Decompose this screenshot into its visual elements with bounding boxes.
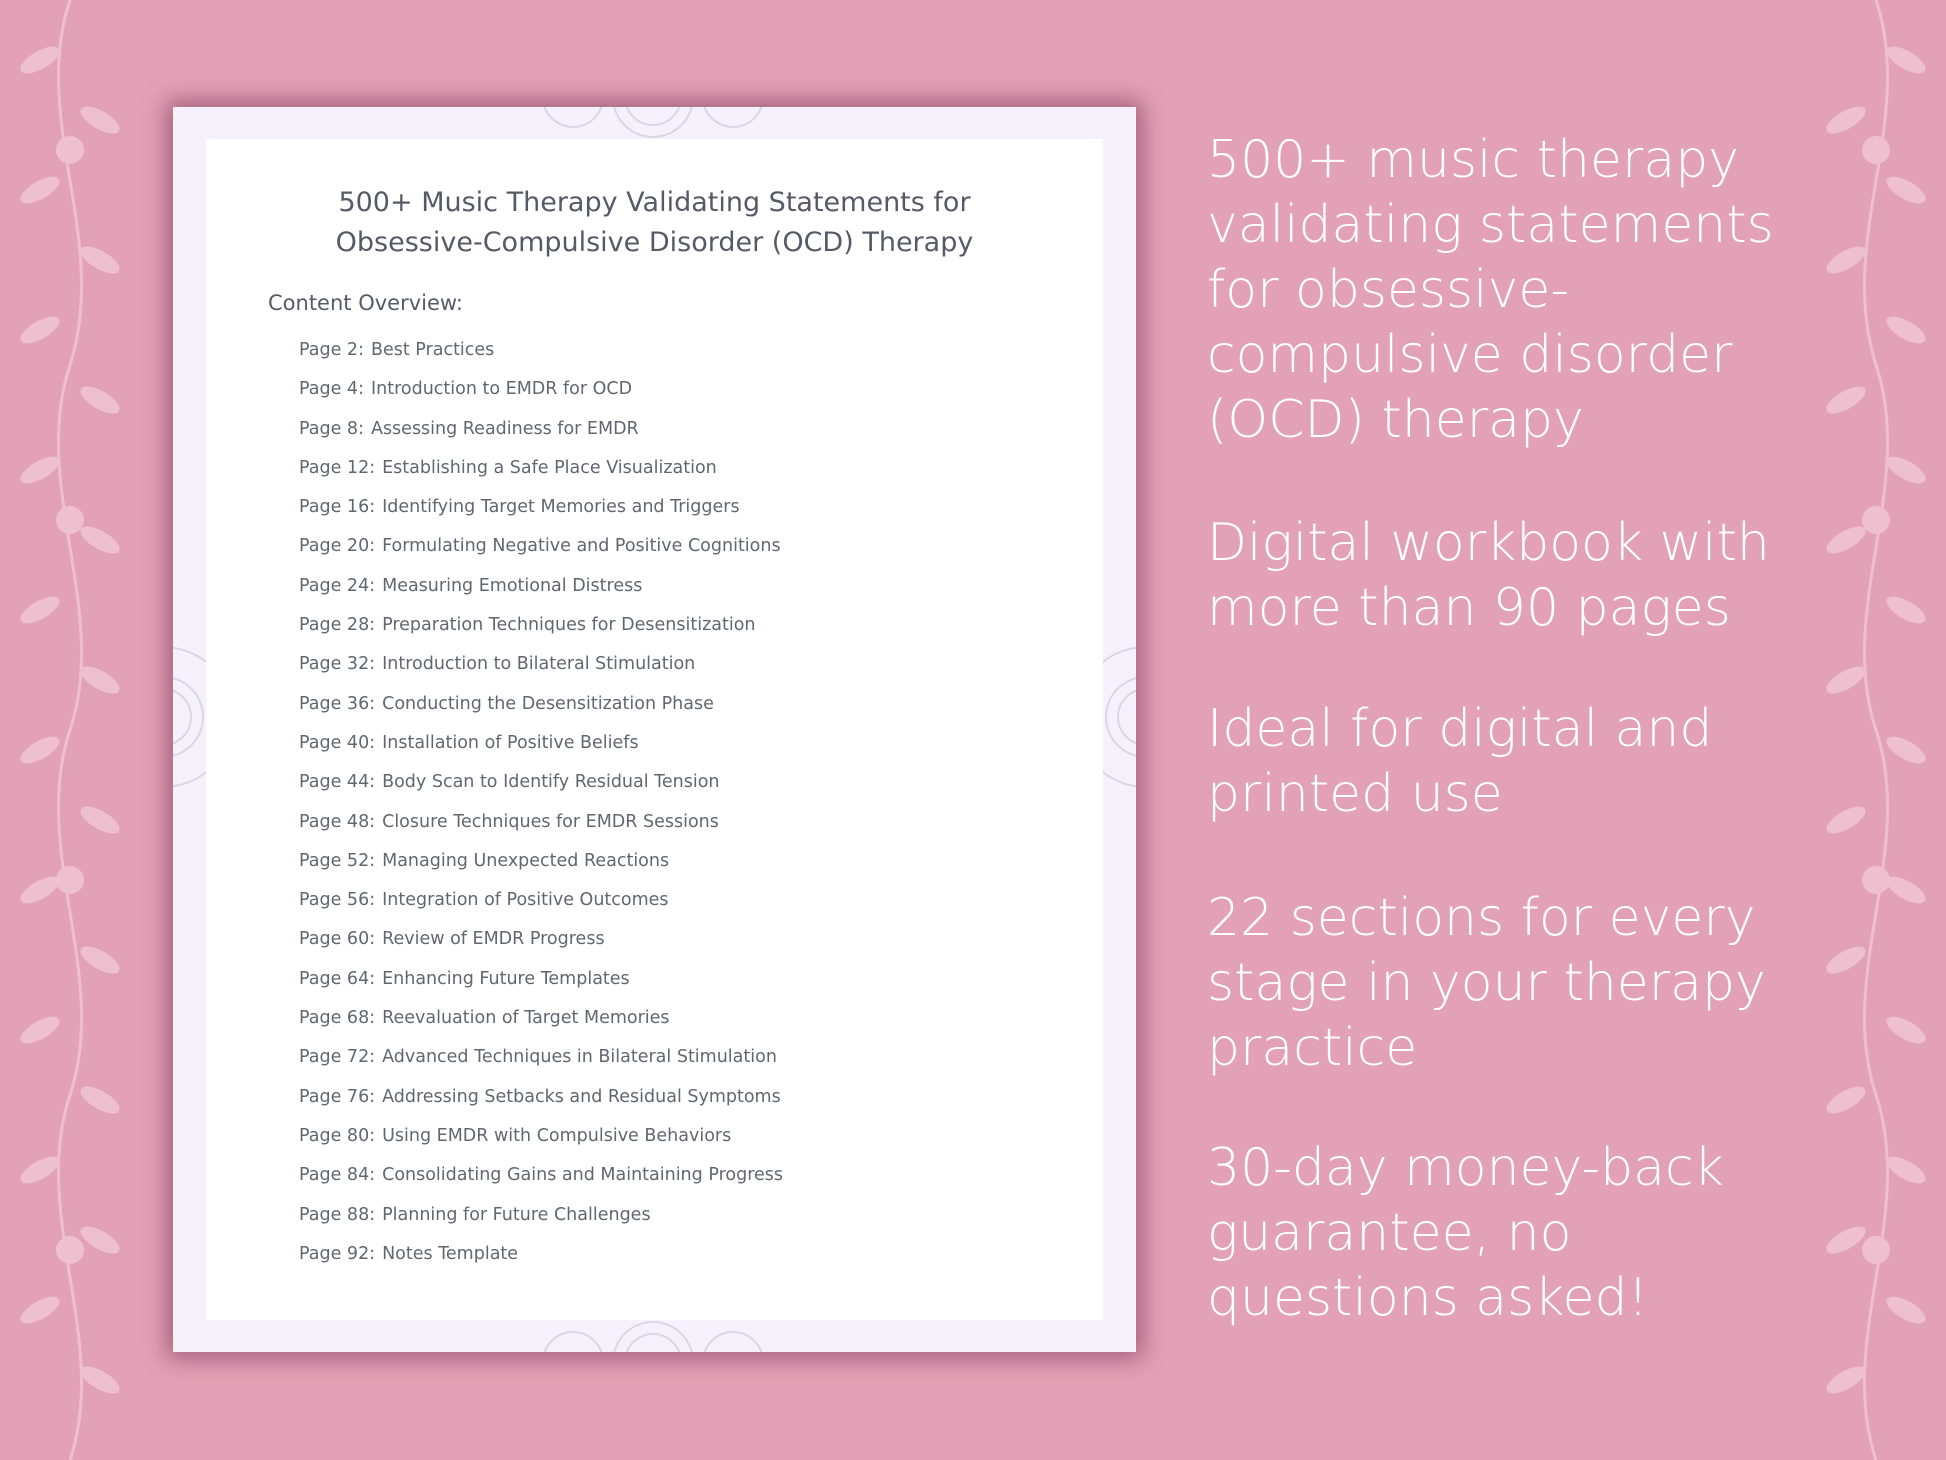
toc-item: Page 16: Identifying Target Memories and Triggers (299, 497, 740, 518)
floral-vine-left-icon (0, 0, 140, 1460)
toc-item: Page 44: Body Scan to Identify Residual Tension (299, 772, 720, 793)
mandala-bottom-icon (513, 1320, 793, 1352)
toc-item: Page 52: Managing Unexpected Reactions (299, 850, 670, 871)
toc-item: Page 32: Introduction to Bilateral Stimulation (299, 654, 696, 675)
toc-item: Page 60: Review of EMDR Progress (299, 929, 605, 950)
feature-digital-workbook: Digital workbook with more than 90 pages (1207, 513, 1770, 638)
document-page (206, 139, 1103, 1320)
toc-item: Page 36: Conducting the Desensitization Phase (299, 693, 714, 714)
toc-item: Page 80: Using EMDR with Compulsive Behaviors (299, 1125, 732, 1146)
toc-item: Page 88: Planning for Future Challenges (299, 1204, 651, 1225)
toc-item: Page 28: Preparation Techniques for Desensitization (299, 615, 756, 636)
document-title-line-2: Obsessive-Compulsive Disorder (OCD) Therapy (335, 227, 974, 258)
floral-vine-right-icon (1806, 0, 1946, 1460)
toc-item: Page 64: Enhancing Future Templates (299, 968, 630, 989)
mandala-left-icon (173, 607, 206, 827)
toc-item: Page 40: Installation of Positive Beliefs (299, 732, 639, 753)
mandala-top-icon (513, 107, 793, 139)
toc-item: Page 8: Assessing Readiness for EMDR (299, 418, 639, 439)
document-title (206, 183, 1103, 263)
toc-item: Page 24: Measuring Emotional Distress (299, 575, 643, 596)
toc-item: Page 76: Addressing Setbacks and Residual Symptoms (299, 1086, 781, 1107)
feature-sections: 22 sections for every stage in your therapy practice (1207, 888, 1766, 1078)
feature-guarantee: 30-day money-back guarantee, no questions asked! (1207, 1138, 1724, 1328)
feature-statements-count: 500+ music therapy validating statements for obsessive- compulsive disorder (OCD) therapy (1207, 130, 1774, 450)
document-preview (173, 107, 1136, 1352)
document-title-line-1: 500+ Music Therapy Validating Statements for (338, 187, 971, 218)
mandala-right-icon (1103, 607, 1136, 827)
toc-item: Page 84: Consolidating Gains and Maintaining Progress (299, 1165, 784, 1186)
toc-item: Page 56: Integration of Positive Outcomes (299, 890, 669, 911)
toc-item: Page 4: Introduction to EMDR for OCD (299, 379, 633, 400)
content-overview-heading: Content Overview: (268, 291, 463, 315)
feature-digital-printed: Ideal for digital and printed use (1207, 699, 1713, 824)
toc-item: Page 48: Closure Techniques for EMDR Sessions (299, 811, 719, 832)
toc-item: Page 2: Best Practices (299, 340, 495, 360)
toc-item: Page 20: Formulating Negative and Positive Cognitions (299, 536, 781, 557)
toc-item: Page 12: Establishing a Safe Place Visualization (299, 457, 717, 478)
table-of-contents (299, 340, 783, 1283)
toc-item: Page 68: Reevaluation of Target Memories (299, 1008, 670, 1029)
toc-item: Page 92: Notes Template (299, 1243, 519, 1264)
toc-item: Page 72: Advanced Techniques in Bilateral Stimulation (299, 1047, 777, 1068)
